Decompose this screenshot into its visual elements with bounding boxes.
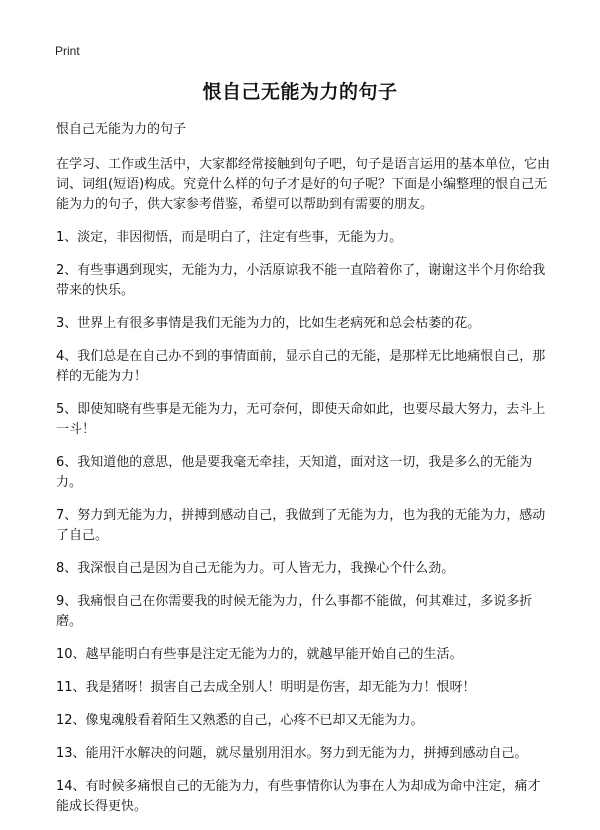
list-item: 5、即使知晓有些事是无能为力，无可奈何，即使天命如此，也要尽最大努力，去斗上一斗！ bbox=[56, 402, 546, 437]
list-item: 10、越早能明白有些事是注定无能为力的，就越早能开始自己的生活。 bbox=[56, 647, 463, 662]
list-item: 6、我知道他的意思，他是要我毫无牵挂，天知道，面对这一切，我是多么的无能为力。 bbox=[56, 455, 533, 490]
list-item: 3、世界上有很多事情是我们无能为力的，比如生老病死和总会枯萎的花。 bbox=[56, 316, 481, 331]
list-item: 1、淡定，非因彻悟，而是明白了，注定有些事，无能为力。 bbox=[56, 230, 403, 245]
subtitle: 恨自己无能为力的句子 bbox=[56, 122, 187, 137]
list-item: 9、我痛恨自己在你需要我的时候无能为力，什么事都不能做，何其难过，多说多折磨。 bbox=[56, 594, 533, 629]
sentence-list bbox=[56, 228, 550, 817]
list-item: 7、努力到无能为力，拼搏到感动自己，我做到了无能为力，也为我的无能为力，感动了自己。 bbox=[56, 508, 546, 543]
document-title: 恨自己无能为力的句子 bbox=[202, 81, 398, 103]
list-item: 11、我是猪呀！损害自己去成全别人！明明是伤害，却无能为力！恨呀！ bbox=[56, 680, 476, 695]
intro-paragraph: 在学习、工作或生活中，大家都经常接触到句子吧，句子是语言运用的基本单位，它由词、词组(短语)构成。究竟什么样的句子才是好的句子呢？下面是小编整理的恨自己无能为力的句子，供大家参考借鉴，希望可以帮助到有需要的朋友。 bbox=[56, 157, 551, 212]
print-link[interactable]: Print bbox=[55, 44, 80, 58]
list-item: 14、有时候多痛恨自己的无能为力，有些事情你认为事在人为却成为命中注定，痛才能成长得更快。 bbox=[56, 779, 541, 814]
list-item: 8、我深恨自己是因为自己无能为力。可人皆无力，我操心个什么劲。 bbox=[56, 561, 455, 576]
document-body bbox=[56, 120, 550, 830]
list-item: 2、有些事遇到现实，无能为力，小活原谅我不能一直陪着你了，谢谢这半个月你给我带来的快乐。 bbox=[56, 263, 546, 298]
list-item: 13、能用汗水解决的问题，就尽量别用泪水。努力到无能为力，拼搏到感动自己。 bbox=[56, 746, 528, 761]
list-item: 12、像鬼魂般看着陌生又熟悉的自己，心疼不已却又无能为力。 bbox=[56, 713, 424, 728]
list-item: 4、我们总是在自己办不到的事情面前，显示自己的无能，是那样无比地痛恨自己，那样的无能为力！ bbox=[56, 349, 546, 384]
